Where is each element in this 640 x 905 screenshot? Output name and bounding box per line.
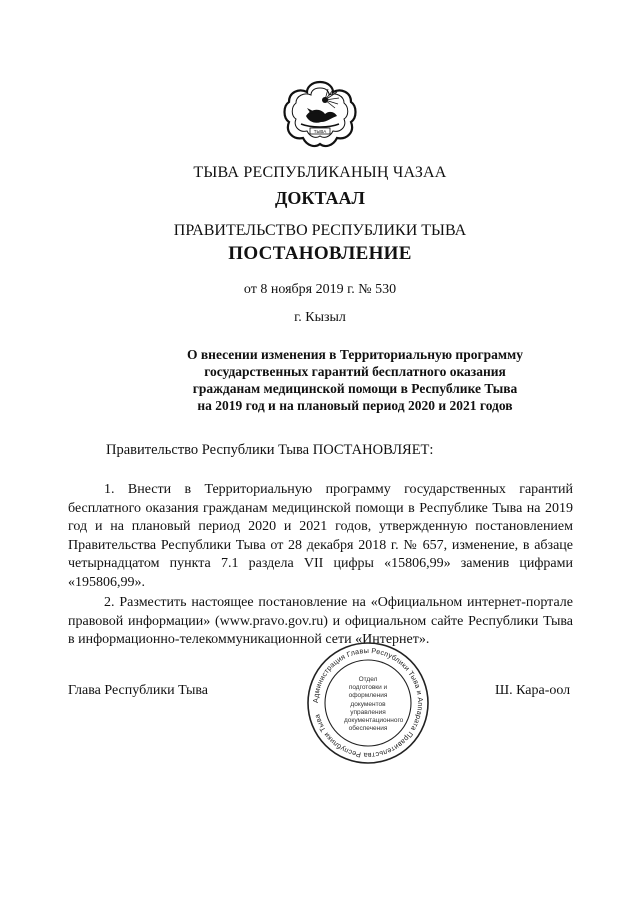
stamp-line: управления [350,708,386,716]
emblem-label: ТЫВА [313,129,327,134]
subject-line: О внесении изменения в Территориальную программу [187,347,523,362]
decree-subject [150,346,560,414]
stamp-inner-text [344,676,404,733]
stamp-ring-text: Администрация Главы Республики Тыва и Аппарата Правительства Республики Тыва [310,645,426,761]
signatory-name: Ш. Кара-оол [495,683,571,698]
stamp-line: подготовки и [348,684,388,692]
decree-paragraph-2: 2. Разместить настоящее постановление на «Официальном интернет-портале правовой информации» (www.pravo.gov.ru) и официальном сайте Республики Тыва в информационно-телекоммуникационной сети «Интернет». [68,595,573,647]
stamp-line: документационного [344,717,404,725]
stamp-line: Отдел [358,676,378,683]
decree-paragraph-1: 1. Внести в Территориальную программу государственных гарантий бесплатного оказания гражданам медицинской помощи в Республике Тыва на 2019 год и на плановый период 2020 и 2021 годов, утвержденную постановлением Правительства Республики Тыва от 28 декабря 2018 г. № 657, изменение, в абзаце четырнадцатом пункта 7.1 раздела VII цифры «15806,99» заменив цифрами «195806,99». [68,482,573,590]
subject-line: гражданам медицинской помощи в Республике Тыва [192,381,518,396]
decree-body [68,481,573,652]
coat-of-arms-emblem [281,78,359,150]
header-tuva-government: ТЫВА РЕСПУБЛИКАНЫҢ ЧАЗАА [193,164,447,181]
header-doktaal: ДОКТААЛ [275,188,365,208]
stamp-line: оформления документов [348,692,388,708]
header-government: ПРАВИТЕЛЬСТВО РЕСПУБЛИКИ ТЫВА [173,222,467,239]
signatory-title: Глава Республики Тыва [68,683,209,698]
subject-line: государственных гарантий бесплатного оказания [204,364,506,379]
header-postanovlenie: ПОСТАНОВЛЕНИЕ [228,243,412,264]
decree-preamble: Правительство Республики Тыва ПОСТАНОВЛЯЕТ: [106,442,434,458]
stamp-line: обеспечения [348,725,388,733]
subject-line: на 2019 год и на плановый период 2020 и 2021 годов [197,398,513,413]
decree-city: г. Кызыл [294,310,346,325]
decree-date-number: от 8 ноября 2019 г. № 530 [243,282,397,297]
